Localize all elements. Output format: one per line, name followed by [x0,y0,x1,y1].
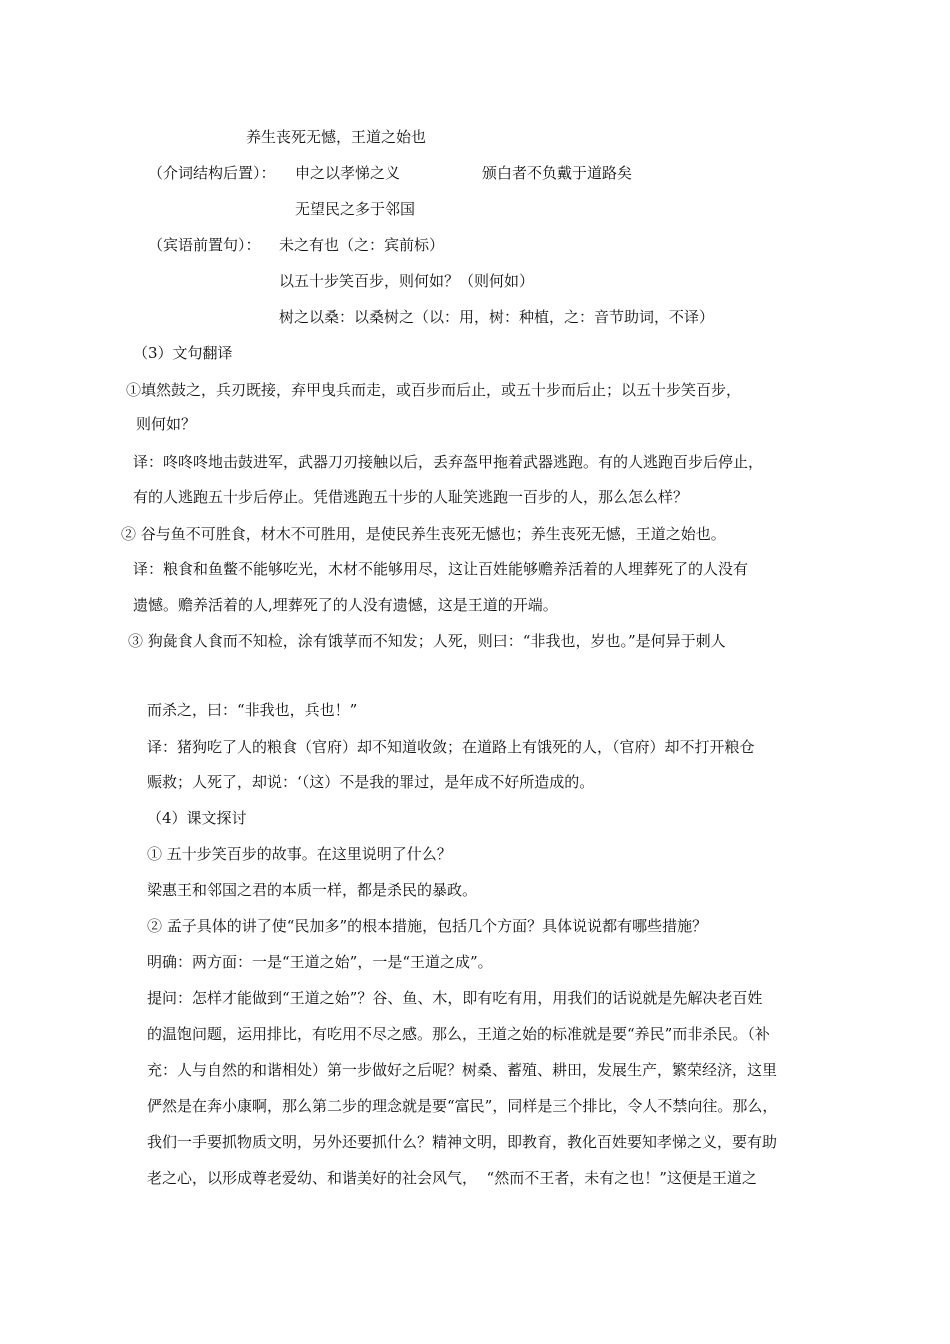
grammar-line-5: 以五十步笑百步，则何如？（则何如） [279,272,535,290]
grammar-line-1: 养生丧死无憾，王道之始也 [246,128,427,146]
translation-a1-line-1: 译：咚咚咚地击鼓进军，武器刀刃接触以后，丢弃盔甲拖着武器逃跑。有的人逃跑百步后停止， [133,453,764,471]
discussion-paragraph-line-2: 的温饱问题，运用排比，有吃用不尽之感。那么，王道之始的标准就是要“养民”而非杀民。（补 [147,1025,770,1043]
discussion-a2: 明确：两方面：一是“王道之始”，一是“王道之成”。 [147,953,493,971]
discussion-q2: ② 孟子具体的讲了使“民加多”的根本措施，包括几个方面？具体说说都有哪些措施？ [147,917,708,935]
translation-q3-line-2: 而杀之，曰：“非我也，兵也！” [147,701,358,719]
discussion-paragraph-line-1: 提问：怎样才能做到“王道之始”？谷、鱼、木，即有吃有用，用我们的话说就是先解决老百姓 [147,989,763,1007]
discussion-q1: ① 五十步笑百步的故事。在这里说明了什么？ [147,845,452,863]
prep-postposition-example-1: 申之以孝悌之义 [295,164,401,182]
discussion-paragraph-line-5: 我们一手要抓物质文明，另外还要抓什么？精神文明，即教育，教化百姓要知孝悌之义，要有助 [147,1133,778,1151]
prep-postposition-label: （介词结构后置）： [148,164,276,182]
translation-a2-line-2: 遗憾。赡养活着的人,埋葬死了的人没有遗憾，这是王道的开端。 [133,596,558,614]
translation-q1-line-2: 则何如？ [136,415,197,433]
discussion-a1: 梁惠王和邻国之君的本质一样，都是杀民的暴政。 [147,881,478,899]
grammar-line-6: 树之以桑：以桑树之（以：用，树：种植，之：音节助词，不译） [279,308,715,326]
translation-heading: （3）文句翻译 [133,344,233,362]
discussion-paragraph-line-6: 老之心，以形成尊老爱幼、和谐美好的社会风气， “然而不王者，未有之也！”这便是王道之 [147,1169,757,1187]
object-preposing-label: （宾语前置句）： [148,236,261,254]
discussion-paragraph-line-3: 充：人与自然的和谐相处）第一步做好之后呢？树桑、蓄殖、耕田，发展生产，繁荣经济，这里 [147,1061,778,1079]
discussion-heading: （4）课文探讨 [147,809,247,827]
discussion-paragraph-line-4: 俨然是在奔小康啊，那么第二步的理念就是要“富民”，同样是三个排比，令人不禁向往。那么， [147,1097,778,1115]
translation-a2-line-1: 译：粮食和鱼鳖不能够吃光，木材不能够用尽，这让百姓能够赡养活着的人埋葬死了的人没有 [133,560,749,578]
grammar-line-3: 无望民之多于邻国 [295,200,416,218]
object-preposing-example-1: 未之有也（之：宾前标） [279,236,445,254]
translation-a3-line-1: 译：猪狗吃了人的粮食（官府）却不知道收敛；在道路上有饿死的人，（官府）却不打开粮仓 [147,738,755,756]
translation-a3-line-2: 赈救；人死了，却说：‘（这）不是我的罪过，是年成不好所造成的。 [147,773,595,791]
prep-postposition-example-2: 颁白者不负戴于道路矣 [482,164,633,182]
translation-q1-line-1: ①填然鼓之，兵刃既接，弃甲曳兵而走，或百步而后止，或五十步而后止；以五十步笑百步， [126,381,742,399]
translation-q3-line-1: ③ 狗彘食人食而不知检，涂有饿莩而不知发；人死，则曰：“非我也，岁也。”是何异于刺人 [128,632,726,650]
translation-a1-line-2: 有的人逃跑五十步后停止。凭借逃跑五十步的人耻笑逃跑一百步的人，那么怎么样？ [133,488,689,506]
translation-q2-line-1: ② 谷与鱼不可胜食，材木不可胜用，是使民养生丧死无憾也；养生丧死无憾，王道之始也。 [121,525,726,543]
